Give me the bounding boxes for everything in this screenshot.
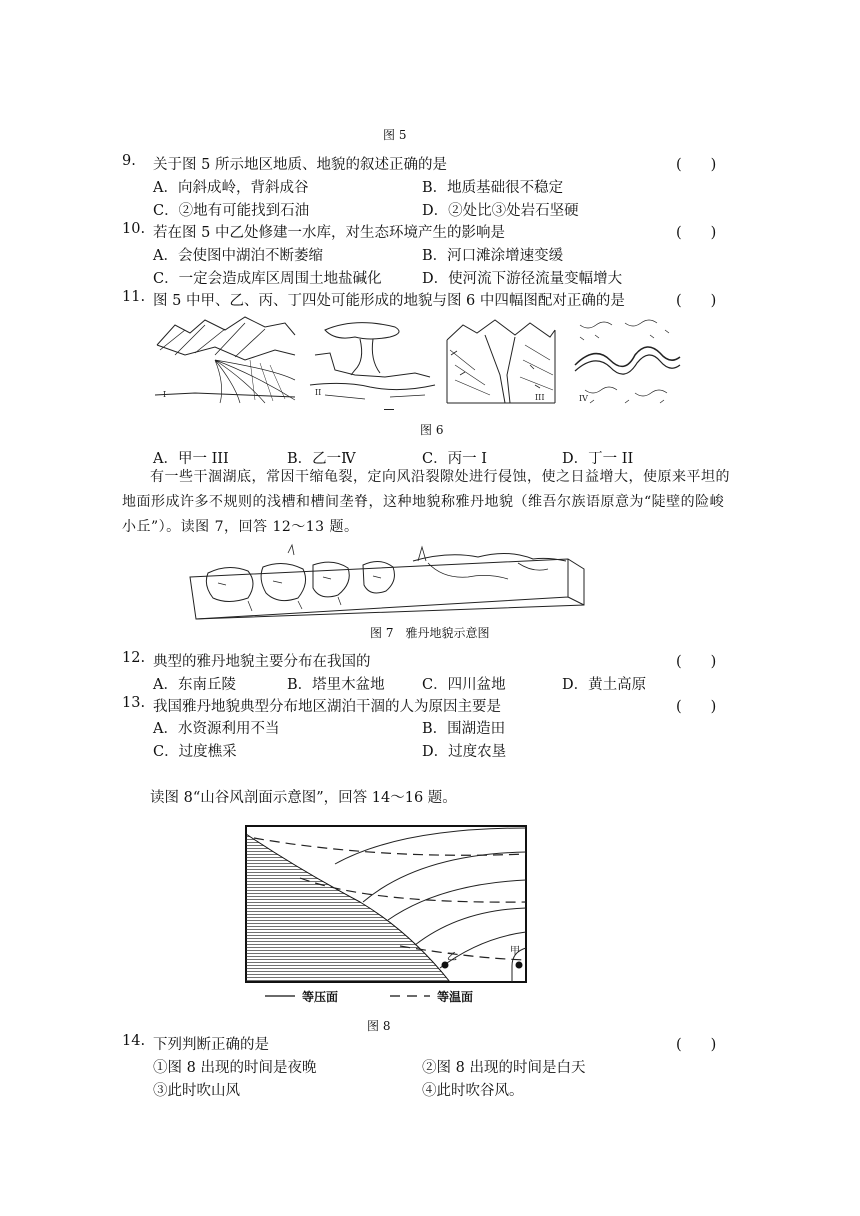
question-13-answer-blank: ( )	[676, 699, 717, 715]
question-12-option-d: D．黄土高原	[562, 677, 647, 693]
figure-5-caption: 图 5	[383, 128, 407, 142]
question-12-option-a: A．东南丘陵	[153, 677, 236, 693]
sketch-meander-delta	[573, 317, 681, 405]
question-13-number: 13.	[122, 695, 146, 711]
question-12-option-c: C．四川盆地	[422, 677, 506, 693]
sketch-mushroom-rock	[310, 323, 435, 399]
question-9-number: 9.	[122, 153, 136, 169]
point-jia-label: 甲	[510, 946, 520, 957]
question-9-option-a: A．向斜成岭，背斜成谷	[153, 180, 309, 196]
question-13-option-d: D．过度农垦	[422, 744, 507, 760]
legend-isotherm-label: 等温面	[437, 990, 474, 1004]
question-10-option-b: B．河口滩涂增速变缓	[422, 248, 564, 264]
question-10-number: 10.	[122, 221, 146, 237]
question-14-number: 14.	[122, 1033, 146, 1049]
point-yi-label: 乙	[447, 952, 457, 963]
figure-6-caption: 图 6	[420, 423, 444, 437]
question-11-number: 11.	[122, 289, 146, 305]
question-11-option-c: C．丙一 I	[422, 451, 487, 467]
question-14-answer-blank: ( )	[676, 1037, 717, 1053]
question-12-stem: 典型的雅丹地貌主要分布在我国的	[153, 654, 371, 670]
question-10-answer-blank: ( )	[676, 225, 717, 241]
question-10-option-c: C．一定会造成库区周围土地盐碱化	[153, 271, 382, 287]
point-jia-marker	[516, 962, 523, 969]
question-11-answer-blank: ( )	[676, 293, 717, 309]
sketch-alluvial-fan	[155, 317, 295, 403]
legend-isobar-label: 等压面	[302, 990, 339, 1004]
question-14-stem: 下列判断正确的是	[153, 1037, 269, 1053]
figure-6-mark	[384, 409, 394, 410]
sketch-label-iii: III	[535, 393, 545, 402]
question-11-option-d: D．丁一 II	[562, 451, 634, 467]
question-9-option-c: C．②地有可能找到石油	[153, 203, 310, 219]
question-9-option-d: D．②处比③处岩石坚硬	[422, 203, 579, 219]
sketch-label-i: I	[163, 390, 167, 399]
figure-6-landform-sketches	[155, 315, 695, 415]
question-14-option-3: ③此时吹山风	[153, 1083, 240, 1099]
yardang-passage: 有一些干涸湖底，常因干缩龟裂，定向风沿裂隙处进行侵蚀，使之日益增大，使原来平坦的地面形成许多不规则的浅槽和槽间垄脊，这种地貌称雅丹地貌（维吾尔族语原意为“陡壁的险峻小丘”）。读图 7，回答 12～13 题。	[122, 469, 730, 535]
question-11-stem: 图 5 中甲、乙、丙、丁四处可能形成的地貌与图 6 中四幅图配对正确的是	[153, 293, 625, 309]
sketch-river-valley	[447, 320, 555, 403]
question-11-option-a: A．甲一 III	[153, 451, 229, 467]
figure-7-caption: 图 7 雅丹地貌示意图	[370, 626, 490, 640]
figure-8-intro: 读图 8“山谷风剖面示意图”，回答 14～16 题。	[150, 790, 457, 806]
question-9-answer-blank: ( )	[676, 157, 717, 173]
question-12-answer-blank: ( )	[676, 654, 717, 670]
sketch-label-ii: II	[315, 388, 322, 397]
question-9-option-b: B．地质基础很不稳定	[422, 180, 564, 196]
question-13-option-b: B．围湖造田	[422, 721, 506, 737]
sketch-label-iv: IV	[579, 394, 588, 403]
figure-7-yardang-diagram	[188, 543, 588, 623]
question-13-option-a: A．水资源利用不当	[153, 721, 280, 737]
question-11-option-b: B．乙一Ⅳ	[287, 451, 356, 467]
question-12-option-b: B．塔里木盆地	[287, 677, 385, 693]
question-14-option-1: ①图 8 出现的时间是夜晚	[153, 1060, 317, 1076]
question-14-option-2: ②图 8 出现的时间是白天	[422, 1060, 586, 1076]
question-12-number: 12.	[122, 650, 146, 666]
question-13-stem: 我国雅丹地貌典型分布地区湖泊干涸的人为原因主要是	[153, 699, 501, 715]
question-9-stem: 关于图 5 所示地区地质、地貌的叙述正确的是	[153, 157, 447, 173]
figure-8-caption: 图 8	[367, 1019, 391, 1033]
question-14-option-4: ④此时吹谷风。	[422, 1083, 524, 1099]
question-10-stem: 若在图 5 中乙处修建一水库，对生态环境产生的影响是	[153, 225, 505, 241]
question-13-option-c: C．过度樵采	[153, 744, 237, 760]
question-10-option-a: A．会使图中湖泊不断萎缩	[153, 248, 323, 264]
figure-8-valley-wind-profile	[240, 820, 530, 1010]
question-10-option-d: D．使河流下游径流量变幅增大	[422, 271, 623, 287]
